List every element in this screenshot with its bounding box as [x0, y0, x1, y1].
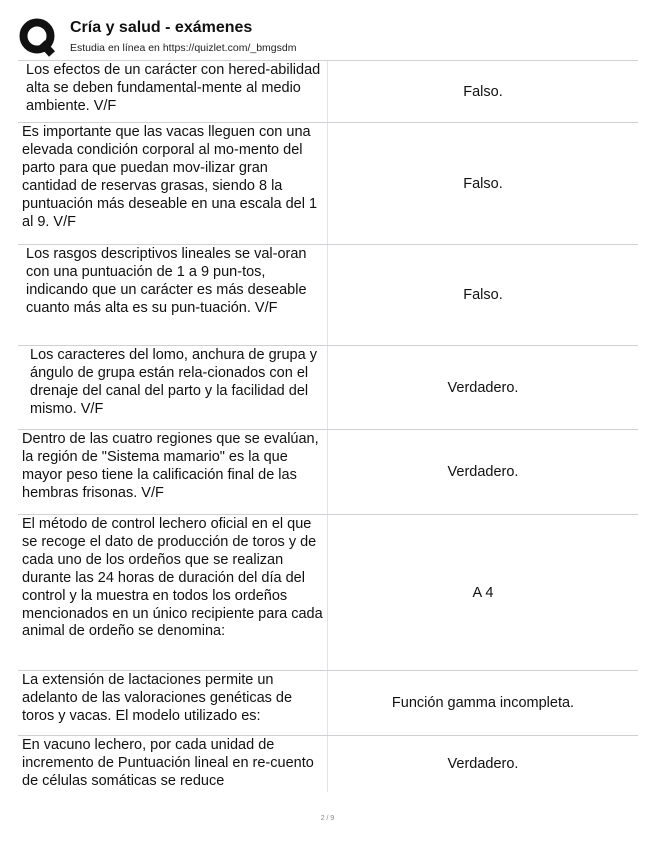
question-cell: Dentro de las cuatro regiones que se evalúan, la región de "Sistema mamario" es la que mayor peso tiene la calificación final de las hembras frisonas. V/F — [18, 430, 328, 514]
table-row — [18, 514, 638, 670]
question-cell: Los rasgos descriptivos lineales se val-oran con una puntuación de 1 a 9 pun-tos, indicando que un carácter es más deseable cuanto más alta es su pun-tuación. V/F — [18, 245, 328, 345]
page-number: 2 / 9 — [320, 815, 335, 822]
question-cell: Los caracteres del lomo, anchura de grupa y ángulo de grupa están rela-cionados con el drenaje del canal del parto y la facilidad del mismo. V/F — [18, 346, 328, 429]
page-header — [18, 15, 638, 57]
table-row — [18, 345, 638, 429]
question-cell: Los efectos de un carácter con hered-abilidad alta se deben fundamental-mente al medio ambiente. V/F — [18, 61, 328, 122]
answer-cell: Falso. — [463, 83, 503, 100]
answer-cell: Falso. — [463, 175, 503, 192]
table-row — [18, 735, 638, 792]
answer-cell: A 4 — [472, 584, 494, 601]
answer-cell: Verdadero. — [447, 464, 519, 480]
page-title: Cría y salud - exámenes — [70, 19, 253, 36]
question-cell: La extensión de lactaciones permite un adelanto de las valoraciones genéticas de toros y vacas. El modelo utilizado es: — [18, 671, 328, 735]
answer-cell: Verdadero. — [447, 379, 519, 396]
flashcard-table — [18, 60, 638, 792]
table-row — [18, 670, 638, 735]
question-cell: En vacuno lechero, por cada unidad de incremento de Puntuación lineal en re-cuento de células somáticas se reduce — [18, 736, 328, 792]
answer-cell: Función gamma incompleta. — [391, 695, 575, 711]
table-row — [18, 429, 638, 514]
quizlet-q-logo-icon — [18, 17, 58, 57]
table-row — [18, 60, 638, 122]
page-subtitle: Estudia en línea en https://quizlet.com/_bmgsdm — [70, 42, 297, 54]
answer-cell: Verdadero. — [447, 756, 519, 772]
table-row — [18, 244, 638, 345]
question-cell: Es importante que las vacas lleguen con una elevada condición corporal al mo-mento del parto para que puedan mov-ilizar gran cantidad de reservas grasas, siendo 8 la puntuación más deseable en una escala del 1 al 9. V/F — [18, 123, 328, 244]
table-row — [18, 122, 638, 244]
question-cell: El método de control lechero oficial en el que se recoge el dato de producción de toros y de cada uno de los ordeños que se realizan durante las 24 horas de duración del día del control y la muestra en todos los ordeños mencionados en un único recipiente para cada animal de ordeño se denomina: — [18, 515, 328, 670]
answer-cell: Falso. — [463, 287, 503, 303]
